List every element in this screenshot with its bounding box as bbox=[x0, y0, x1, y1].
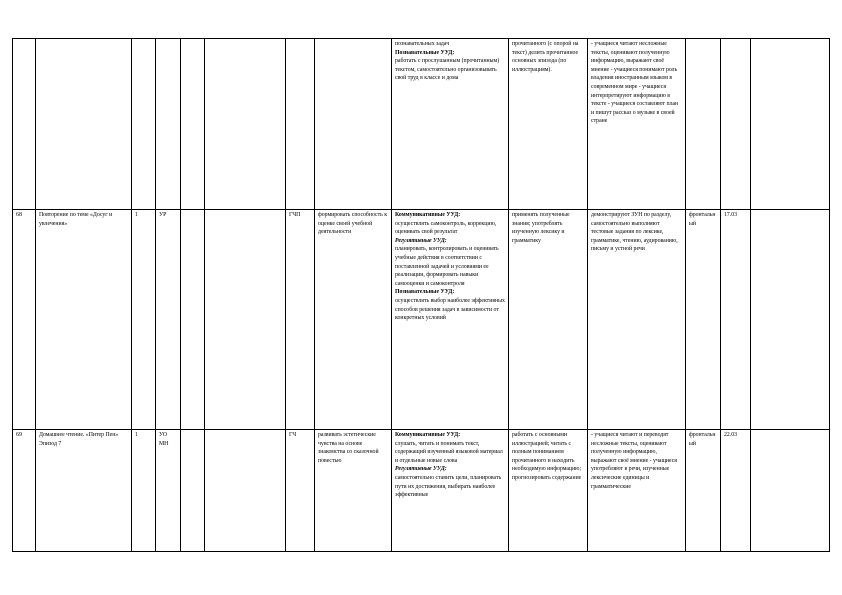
uud-cell bbox=[392, 210, 509, 430]
control-form-cell: фронтальный bbox=[686, 210, 721, 430]
uud-text: осуществлять выбор наиболее эффективных способов решения задач в зависимости от конкретных условий bbox=[395, 297, 505, 322]
empty-cell bbox=[751, 430, 830, 552]
empty-cell bbox=[205, 39, 286, 210]
control-form-cell bbox=[686, 39, 721, 210]
lesson-number-cell bbox=[13, 39, 36, 210]
lesson-type-cell bbox=[156, 39, 181, 210]
lesson-plan-table bbox=[12, 38, 830, 552]
personal-goals-cell bbox=[315, 39, 392, 210]
lesson-topic-cell: Повторение по теме «Досуг и увлечения» bbox=[36, 210, 132, 430]
uud-text: слушать, читать и понимать текст, содержащий изученный языковой материал и отдельные новые слова bbox=[395, 440, 503, 464]
uud-heading: Коммуникативные УУД: bbox=[395, 432, 461, 438]
subject-results-cell: применять полученные знания; употреблять изученную лексику и грамматику bbox=[509, 210, 588, 430]
lesson-topic-cell bbox=[36, 39, 132, 210]
empty-cell bbox=[181, 39, 205, 210]
lesson-type-cell: УР bbox=[156, 210, 181, 430]
hours-cell bbox=[132, 39, 156, 210]
uud-heading: Коммуникативные УУД: bbox=[395, 212, 461, 218]
activity-results-cell: - учащиеся читают и переводят несложные тексты, оценивают полученную информацию, выражают своё мнение - учащиеся употребляют в речи, изученные лексические единицы и грамматические bbox=[588, 430, 686, 552]
uud-heading: Регулятивные УУД: bbox=[395, 237, 447, 244]
content-elements-cell bbox=[286, 39, 315, 210]
empty-cell bbox=[205, 210, 286, 430]
table-row bbox=[13, 39, 830, 210]
content-elements-cell: ГЧ bbox=[286, 430, 315, 552]
activity-results-cell: - учащиеся читают несложные тексты, оценивают полученную информацию, выражают своё мнение - учащиеся понимают роль владения иностранным языком в современном мире - учащиеся интерпретируют информацию в тексте - учащиеся составляют план и пишут рассказ о музыке в своей стране bbox=[588, 39, 686, 210]
lesson-type-cell: УО МН bbox=[156, 430, 181, 552]
lesson-topic-cell: Домашнее чтение. «Питер Пен» Эпизод 7 bbox=[36, 430, 132, 552]
personal-goals-cell: формировать способность к оценке своей учебной деятельности bbox=[315, 210, 392, 430]
uud-heading: Регулятивные УУД: bbox=[395, 466, 447, 473]
table-row bbox=[13, 210, 830, 430]
empty-cell bbox=[181, 430, 205, 552]
lesson-number-cell: 69 bbox=[13, 430, 36, 552]
subject-results-cell: прочитанного (с опорой на текст) делить прочитанное основных эпизода (по иллюстрациям). bbox=[509, 39, 588, 210]
activity-results-cell: демонстрируют ЗУН по разделу, самостоятельно выполняют тестовые задания по лексике, грамматике, чтению, аудированию, письму и устной речи bbox=[588, 210, 686, 430]
uud-text: планировать, контролировать и оценивать учебные действия в соответствии с поставленной задачей и условиями ее реализации, формировать навыки самооценки и самоконтроля bbox=[395, 246, 499, 287]
control-form-cell: фронтальный bbox=[686, 430, 721, 552]
uud-heading: Познавательные УУД: bbox=[395, 49, 455, 56]
uud-cell bbox=[392, 39, 509, 210]
content-elements-cell: ГЧП bbox=[286, 210, 315, 430]
date-cell: 22.03 bbox=[721, 430, 751, 552]
empty-cell bbox=[181, 210, 205, 430]
uud-text: самостоятельно ставить цели, планировать пути их достижения, выбирать наиболее эффективные bbox=[395, 474, 502, 499]
hours-cell: 1 bbox=[132, 210, 156, 430]
uud-text: познавательных задач bbox=[395, 41, 450, 47]
uud-cell bbox=[392, 430, 509, 552]
lesson-number-cell: 68 bbox=[13, 210, 36, 430]
empty-cell bbox=[205, 430, 286, 552]
uud-text: работать с прослушанным (прочитанным) текстом, самостоятельно организовывать свой труд в классе и дома bbox=[395, 58, 500, 82]
subject-results-cell: работать с основными иллюстрацией; читать с полным пониманием прочитанного и находить необходимую информацию; прогнозировать содержание bbox=[509, 430, 588, 552]
date-cell: 17.03 bbox=[721, 210, 751, 430]
hours-cell: 1 bbox=[132, 430, 156, 552]
empty-cell bbox=[751, 39, 830, 210]
date-cell bbox=[721, 39, 751, 210]
uud-heading: Познавательные УУД: bbox=[395, 289, 455, 296]
table-row bbox=[13, 430, 830, 552]
uud-text: осуществлять самоконтроль, коррекцию, оценивать свой результат bbox=[395, 220, 497, 236]
personal-goals-cell: развивать эстетические чувства на основе знакомства со сказочной повестью bbox=[315, 430, 392, 552]
empty-cell bbox=[751, 210, 830, 430]
